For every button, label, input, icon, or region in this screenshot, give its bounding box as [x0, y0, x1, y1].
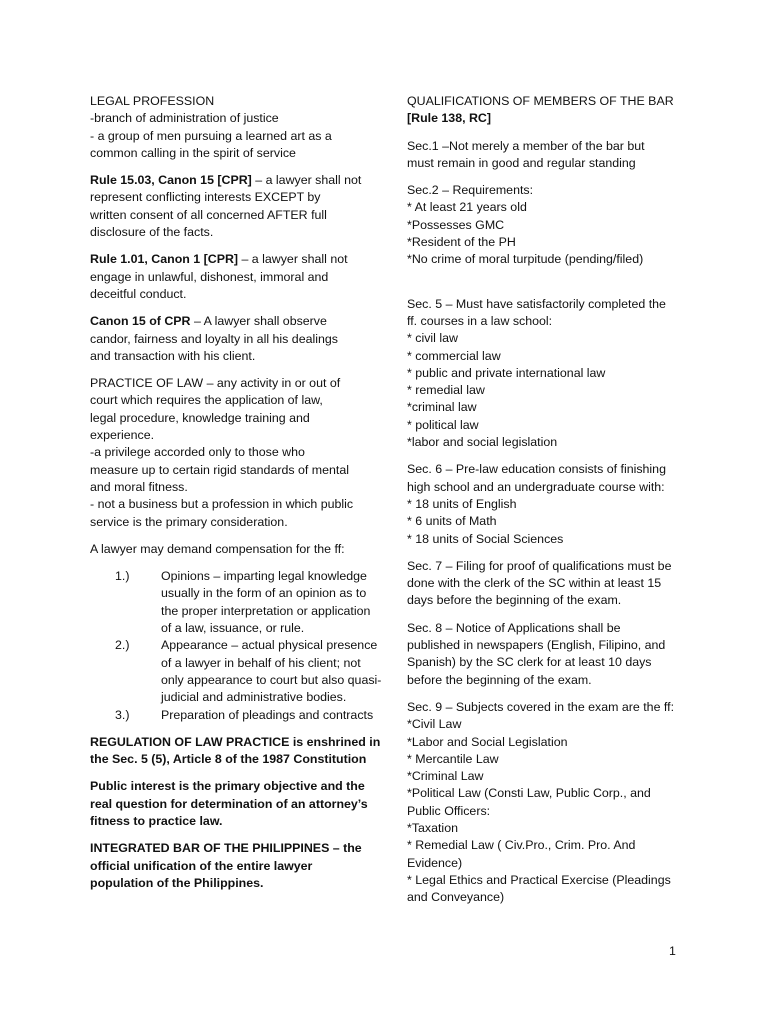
text-line: legal procedure, knowledge training and	[90, 410, 310, 425]
sec9-section	[407, 699, 683, 907]
rule-101-section	[90, 251, 370, 303]
text-line: * 6 units of Math	[407, 514, 497, 529]
text-line: Sec. 8 – Notice of Applications shall be	[407, 620, 621, 635]
text-line: * 18 units of Social Sciences	[407, 531, 564, 546]
sec5-section	[407, 296, 683, 452]
text-line: population of the Philippines.	[90, 875, 264, 890]
sec6-section	[407, 461, 683, 547]
list-item	[115, 637, 382, 706]
text-line: high school and an undergraduate course with:	[407, 479, 665, 494]
text-line: Sec.1 –Not merely a member of the bar but	[407, 138, 645, 153]
text-line: REGULATION OF LAW PRACTICE is enshrined in	[90, 734, 381, 749]
text-line: Opinions – imparting legal knowledge	[161, 569, 367, 584]
text-line: Evidence)	[407, 855, 463, 870]
right-column	[407, 93, 683, 916]
text-line: the proper interpretation or application	[161, 603, 371, 618]
text-line: *Political Law (Consti Law, Public Corp., and	[407, 786, 651, 801]
text-line: written consent of all concerned AFTER full	[90, 207, 327, 222]
list-item	[115, 707, 374, 724]
text-line: *Taxation	[407, 820, 458, 835]
text-line: of a lawyer in behalf of his client; not	[161, 655, 361, 670]
sec1-section	[407, 138, 683, 173]
text-line: * commercial law	[407, 348, 501, 363]
text-line: A lawyer may demand compensation for the ff:	[90, 541, 345, 556]
text-line: *labor and social legislation	[407, 435, 558, 450]
text-line: PRACTICE OF LAW – any activity in or out of	[90, 376, 341, 391]
text-line	[90, 251, 370, 268]
text-line: must remain in good and regular standing	[407, 155, 636, 170]
text-line: and moral fitness.	[90, 479, 188, 494]
text-line: done with the clerk of the SC within at least 15	[407, 576, 662, 591]
text-line: Sec.2 – Requirements:	[407, 183, 534, 198]
text-line: Sec. 5 – Must have satisfactorily completed the	[407, 296, 666, 311]
text-line: Public Officers:	[407, 803, 491, 818]
text-line: candor, fairness and loyalty in all his dealings	[90, 331, 338, 346]
text-line: real question for determination of an attorney’s	[90, 796, 368, 811]
text-line	[90, 313, 370, 330]
sec8-section	[407, 620, 683, 689]
text-line: QUALIFICATIONS OF MEMBERS OF THE BAR	[407, 94, 674, 108]
text-line: before the beginning of the exam.	[407, 672, 592, 687]
text-line: usually in the form of an opinion as to	[161, 586, 367, 601]
canon-15-section	[90, 313, 370, 365]
ibp-section	[90, 840, 370, 892]
text-line: represent conflicting interests EXCEPT by	[90, 190, 321, 205]
text-line: ff. courses in a law school:	[407, 313, 553, 328]
text-line: of a law, issuance, or rule.	[161, 621, 305, 636]
spacer	[407, 279, 683, 296]
text-line: fitness to practice law.	[90, 813, 223, 828]
text-line: *Possesses GMC	[407, 217, 505, 232]
text-line: - a group of men pursuing a learned art as a	[90, 128, 332, 143]
rule-101-title: Rule 1.01, Canon 1 [CPR]	[90, 252, 239, 267]
text-line: * Remedial Law ( Civ.Pro., Crim. Pro. And	[407, 838, 636, 853]
text-line: * 18 units of English	[407, 496, 517, 511]
text-line	[90, 172, 370, 189]
text-line: and Conveyance)	[407, 890, 505, 905]
legal-profession-section	[90, 93, 370, 162]
text-line: * Mercantile Law	[407, 751, 499, 766]
list-item	[115, 568, 370, 637]
text-line: *Labor and Social Legislation	[407, 734, 568, 749]
text-line: official unification of the entire lawyer	[90, 858, 313, 873]
text-line: *criminal law	[407, 400, 477, 415]
text-line: Sec. 6 – Pre-law education consists of finishing	[407, 462, 666, 477]
rule-1503-section	[90, 172, 370, 241]
text-line: judicial and administrative bodies.	[161, 690, 347, 705]
qualifications-heading	[407, 93, 683, 128]
text-line: Spanish) by the SC clerk for at least 10 days	[407, 655, 652, 670]
public-interest-section	[90, 778, 370, 830]
legal-profession-heading: LEGAL PROFESSION	[90, 94, 215, 108]
text-line: deceitful conduct.	[90, 286, 187, 301]
text-line: -a privilege accorded only to those who	[90, 445, 305, 460]
text-fragment: – a lawyer shall not	[251, 173, 362, 188]
text-line: * At least 21 years old	[407, 200, 527, 215]
text-line: only appearance to court but also quasi-	[161, 672, 382, 687]
text-line: INTEGRATED BAR OF THE PHILIPPINES – the	[90, 841, 362, 856]
text-line: * political law	[407, 417, 479, 432]
text-line: measure up to certain rigid standards of mental	[90, 462, 349, 477]
text-line: *Civil Law	[407, 717, 462, 732]
canon-15-title: Canon 15 of CPR	[90, 314, 191, 329]
compensation-list	[90, 568, 382, 724]
text-line: -branch of administration of justice	[90, 111, 279, 126]
text-line: *Criminal Law	[407, 769, 484, 784]
list-number: 3.)	[115, 707, 130, 722]
text-line: common calling in the spirit of service	[90, 145, 296, 160]
text-line: experience.	[90, 428, 155, 443]
list-number: 2.)	[115, 638, 130, 653]
text-line: * public and private international law	[407, 365, 606, 380]
text-line: days before the beginning of the exam.	[407, 593, 622, 608]
practice-of-law-section	[90, 375, 370, 531]
text-line: engage in unlawful, dishonest, immoral and	[90, 269, 329, 284]
text-fragment: – a lawyer shall not	[238, 252, 348, 267]
text-line: * remedial law	[407, 383, 485, 398]
sec7-section	[407, 558, 683, 610]
list-number: 1.)	[115, 569, 130, 584]
sec2-section	[407, 182, 683, 268]
text-line: * civil law	[407, 331, 458, 346]
text-line: Sec. 7 – Filing for proof of qualifications must be	[407, 558, 672, 573]
text-line: service is the primary consideration.	[90, 514, 288, 529]
rule-1503-title: Rule 15.03, Canon 15 [CPR]	[90, 173, 252, 188]
page-number: 1	[669, 944, 676, 958]
text-line: and transaction with his client.	[90, 348, 256, 363]
text-line: - not a business but a profession in which public	[90, 497, 354, 512]
compensation-intro	[90, 541, 370, 558]
regulation-section	[90, 734, 381, 769]
text-line: *No crime of moral turpitude (pending/filed)	[407, 252, 644, 267]
text-line: published in newspapers (English, Filipino, and	[407, 638, 666, 653]
text-line: * Legal Ethics and Practical Exercise (Pleadings	[407, 872, 671, 887]
left-column	[90, 93, 382, 902]
text-line: *Resident of the PH	[407, 235, 516, 250]
text-line: Appearance – actual physical presence	[161, 638, 378, 653]
text-line: court which requires the application of law,	[90, 393, 323, 408]
text-line: disclosure of the facts.	[90, 225, 214, 240]
text-line: Preparation of pleadings and contracts	[161, 707, 374, 722]
text-line: Public interest is the primary objective and the	[90, 779, 365, 794]
text-fragment: – A lawyer shall observe	[190, 314, 327, 329]
text-line: the Sec. 5 (5), Article 8 of the 1987 Constitution	[90, 752, 367, 767]
text-line: Sec. 9 – Subjects covered in the exam are the ff:	[407, 699, 675, 714]
text-line: [Rule 138, RC]	[407, 111, 491, 126]
